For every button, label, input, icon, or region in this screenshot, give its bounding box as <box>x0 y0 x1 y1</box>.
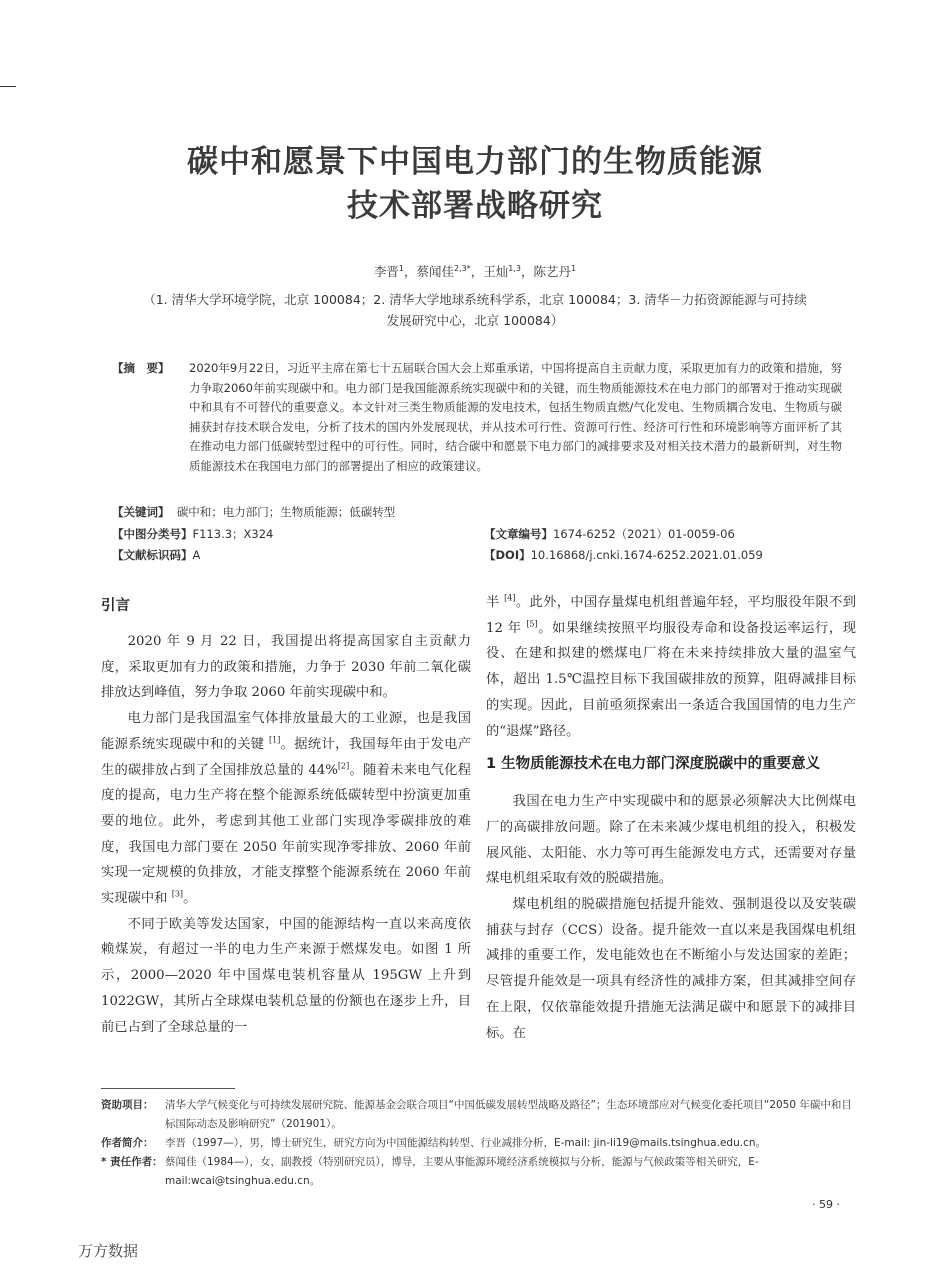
author-affil-mark: 1 <box>398 263 404 273</box>
affiliation-line: （1. 清华大学环境学院，北京 100084；2. 清华大学地球系统科学系，北京 100084；3. 清华－力拓资源能源与可持续 <box>143 292 807 307</box>
abstract-text: 2020年9月22日，习近平主席在第七十五届联合国大会上郑重承诺，中国将提高自主贡献力度，采取更加有力的政策和措施，努力争取2060年前实现碳中和。电力部门是我国能源系统实现碳中和的关键，而生物质能源技术在电力部门的部署对于推动实现碳中和具有不可替代的重要意义。本文针对三类生物质能源的发电技术，包括生物质直燃/气化发电、生物质耦合发电、生物质与碳捕获封存技术联合发电，分析了技术的国内外发展现状，并从技术可行性、资源可行性、经济可行性和环境影响等方面评析了其在推动电力部门低碳转型过程中的可行性。同时，结合碳中和愿景下电力部门的减排要求及对相关技术潜力的最新研判，对生物质能源技术在我国电力部门的部署提出了相应的政策建议。 <box>189 361 842 473</box>
author-affil-mark: 2,3* <box>454 263 471 273</box>
clc-value: F113.3；X324 <box>192 527 274 541</box>
article-no-row <box>484 525 735 545</box>
author-list: 李晋$^1$，蔡闻佳$^{2,3*}$，王灿$^{1,3}$，陈艺丹$^1$ <box>373 263 577 279</box>
crop-mark <box>0 86 16 87</box>
footnote-corresponding <box>101 1153 856 1191</box>
citation-ref: [2] <box>337 761 350 771</box>
abstract <box>112 359 842 477</box>
author-name: 李晋 <box>373 264 399 279</box>
doccode-value: A <box>192 548 201 562</box>
citation-ref: [1] <box>268 735 281 745</box>
doi-row <box>484 546 763 566</box>
article-no-label: 【文章编号】 <box>484 527 553 541</box>
title-line-1: 碳中和愿景下中国电力部门的生物质能源 <box>187 144 763 180</box>
footnote-author <box>101 1134 856 1153</box>
paper-title <box>0 140 950 228</box>
footnote-funding <box>101 1096 856 1134</box>
article-no-value: 1674-6252（2021）01-0059-06 <box>553 527 735 541</box>
clc-label: 【中图分类号】 <box>112 527 193 541</box>
intro-heading: 引言 <box>101 598 130 614</box>
author-affil-mark: 1 <box>571 263 577 273</box>
citation-ref: [4] <box>504 593 516 603</box>
author-name: 王灿 <box>483 264 509 279</box>
funding-label: 资助项目： <box>101 1099 154 1111</box>
abstract-label: 【摘 要】 <box>112 361 170 375</box>
author-name: 陈艺丹 <box>533 264 572 279</box>
keywords-row <box>112 503 395 523</box>
author-name: 蔡闻佳 <box>416 264 454 279</box>
affiliations <box>95 289 855 331</box>
author-bio-label: 作者简介： <box>101 1137 154 1149</box>
corresponding-text: 蔡闻佳（1984—），女，副教授（特别研究员），博导，主要从事能源环境经济系统模拟与分析，能源与气候政策等相关研究，E-mail:wcai@tsinghua.edu.cn。 <box>165 1156 759 1187</box>
keywords-label: 【关键词】 <box>112 505 170 519</box>
author-bio-text: 李晋（1997—），男，博士研究生，研究方向为中国能源结构转型、行业减排分析，E-mail: jin-li19@mails.tsinghua.edu.cn。 <box>165 1137 766 1149</box>
title-line-2: 技术部署战略研究 <box>347 188 603 224</box>
clc-row <box>112 525 273 545</box>
funding-text: 清华大学气候变化与可持续发展研究院、能源基金会联合项目“中国低碳发展转型战略及路径”；生态环境部应对气候变化委托项目“2050 年碳中和目标国际动态及影响研究”（201901）。 <box>165 1099 852 1130</box>
corresponding-label: * 责任作者： <box>101 1156 163 1168</box>
footnotes <box>101 1096 856 1191</box>
paragraph: 我国在电力生产中实现碳中和的愿景必须解决大比例煤电厂的高碳排放问题。除了在未来减少煤电机组的投入，积极发展风能、太阳能、水力等可再生能源发电方式，还需要对存量煤电机组采取有效的脱碳措施。 <box>486 794 856 887</box>
footnote-divider <box>101 1088 235 1089</box>
doccode-label: 【文献标识码】 <box>112 548 193 562</box>
page-number: · 59 · <box>812 1198 840 1211</box>
body-column-left <box>101 590 471 1040</box>
paragraph: 煤电机组的脱碳措施包括提升能效、强制退役以及安装碳捕获与封存（CCS）设备。提升能效一直以来是我国煤电机组减排的重要工作，发电能效也在不断缩小与发达国家的差距；尽管提升能效是一项具有经济性的减排方案，但其减排空间存在上限，仅依靠能效提升措施无法满足碳中和愿景下的减排目标。在 <box>486 897 856 1041</box>
affiliation-line: 发展研究中心，北京 100084） <box>386 313 564 328</box>
database-watermark: 万方数据 <box>78 1242 139 1260</box>
doi-value: 10.16868/j.cnki.1674-6252.2021.01.059 <box>530 548 763 562</box>
doi-label: 【DOI】 <box>484 548 531 562</box>
body-column-right <box>486 590 856 1046</box>
citation-ref: [3] <box>171 889 184 899</box>
author-affil-mark: 1,3 <box>508 263 521 273</box>
doccode-row <box>112 546 200 566</box>
paragraph: 2020 年 9 月 22 日，我国提出将提高国家自主贡献力度，采取更加有力的政策和措施，力争于 2030 年前二氧化碳排放达到峰值，努力争取 2060 年前实现碳中和。 <box>101 634 471 701</box>
section-1-heading: 1 生物质能源技术在电力部门深度脱碳中的重要意义 <box>486 756 821 773</box>
citation-ref: [5] <box>526 619 538 629</box>
paragraph: 不同于欧美等发达国家，中国的能源结构一直以来高度依赖煤炭，有超过一半的电力生产来源于燃煤发电。如图 1 所示，2000—2020 年中国煤电装机容量从 195GW 上升到 1022GW，其所占全球煤电装机总量的份额也在逐步上升，目前已占到了全球总量的一 <box>101 916 471 1035</box>
keywords-text: 碳中和；电力部门；生物质能源；低碳转型 <box>176 505 396 519</box>
paragraph: 电力部门是我国温室气体排放量最大的工业源，也是我国能源系统实现碳中和的关键 [1]。据统计，我国每年由于发电产生的碳排放占到了全国排放总量的 44%[2]。随着未来电气化程度的提高，电力生产将在整个能源系统低碳转型中扮演更加重要的地位。此外，考虑到其他工业部门实现净零碳排放的难度，我国电力部门要在 2050 年前实现净零排放、2060 年前实现一定规模的负排放，才能支撑整个能源系统在 2060 年前实现碳中和 [3]。 <box>101 711 472 907</box>
paragraph-continued: 半 [4]。此外，中国存量煤电机组普遍年轻，平均服役年限不到 12 年 [5]。如果继续按照平均服役寿命和设备投运率运行，现役、在建和拟建的燃煤电厂将在未来持续排放大量的温室气体，超出 1.5℃温控目标下我国碳排放的预算，阻碍减排目标的实现。因此，目前亟须探索出一条适合我国国情的电力生产的“退煤”路径。 <box>486 593 857 739</box>
